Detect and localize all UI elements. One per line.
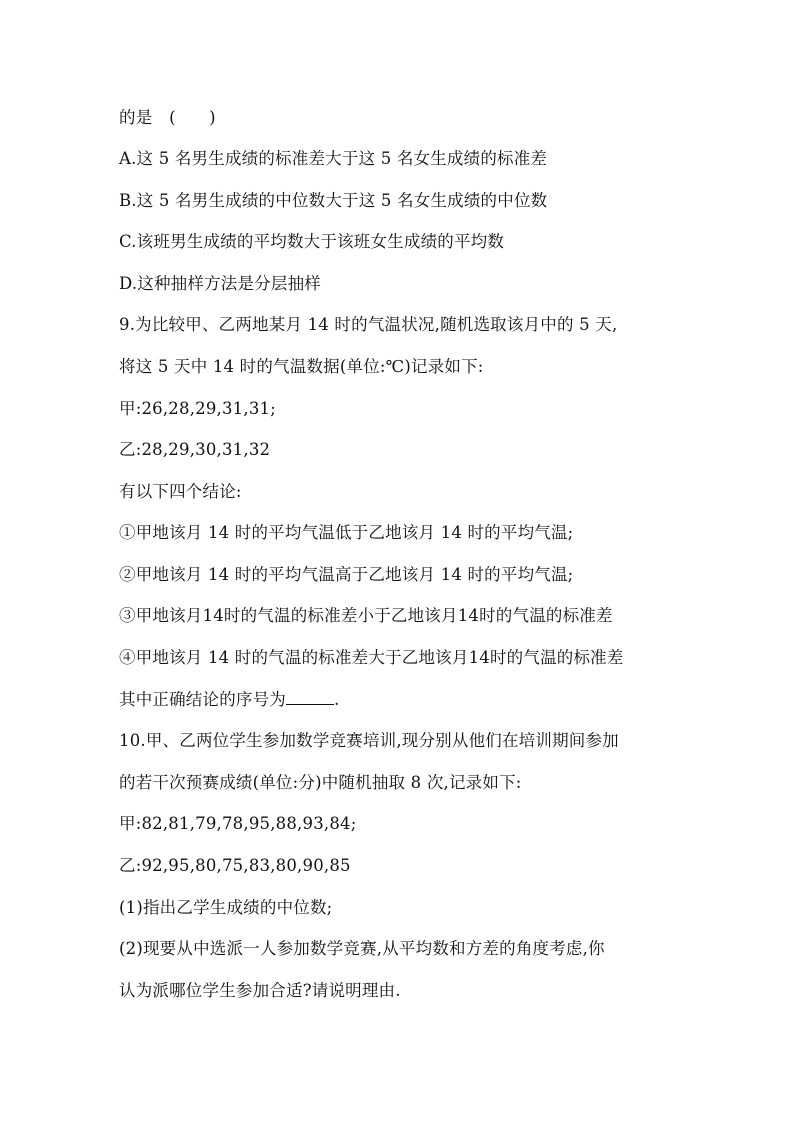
data-jia-temperatures: 甲:26,28,29,31,31; (119, 399, 276, 418)
answer-blank[interactable] (286, 688, 334, 705)
option-a: A.这 5 名男生成绩的标准差大于这 5 名女生成绩的标准差 (119, 149, 548, 168)
question-10-line-1: 10.甲、乙两位学生参加数学竞赛培训,现分别从他们在培训期间参加 (119, 731, 619, 750)
question-10-part-1: (1)指出乙学生成绩的中位数; (119, 898, 333, 917)
data-yi-temperatures: 乙:28,29,30,31,32 (119, 440, 271, 459)
conclusion-4: ④甲地该月 14 时的气温的标准差大于乙地该月14时的气温的标准差 (119, 648, 624, 667)
option-b: B.这 5 名男生成绩的中位数大于这 5 名女生成绩的中位数 (119, 191, 548, 210)
conclusion-2: ②甲地该月 14 时的平均气温高于乙地该月 14 时的平均气温; (119, 565, 574, 584)
answer-prompt: 其中正确结论的序号为 (119, 690, 286, 709)
conclusion-1: ①甲地该月 14 时的平均气温低于乙地该月 14 时的平均气温; (119, 523, 574, 542)
data-yi-scores: 乙:92,95,80,75,83,80,90,85 (119, 856, 351, 875)
question-10-part-2-line-1: (2)现要从中选派一人参加数学竞赛,从平均数和方差的角度考虑,你 (119, 939, 605, 958)
answer-period: . (334, 690, 340, 709)
question-9-line-2: 将这 5 天中 14 时的气温数据(单位:℃)记录如下: (119, 357, 484, 376)
question-8-stem-end: 的是 ( ) (119, 108, 216, 127)
answer-line (119, 688, 699, 712)
question-10-part-2-line-2: 认为派哪位学生参加合适?请说明理由. (119, 981, 401, 1000)
option-c: C.该班男生成绩的平均数大于该班女生成绩的平均数 (119, 232, 505, 251)
conclusion-3: ③甲地该月14时的气温的标准差小于乙地该月14时的气温的标准差 (119, 606, 613, 625)
conclusions-intro: 有以下四个结论: (119, 482, 242, 501)
question-10-line-2: 的若干次预赛成绩(单位:分)中随机抽取 8 次,记录如下: (119, 773, 522, 792)
option-d: D.这种抽样方法是分层抽样 (119, 274, 321, 293)
question-9-line-1: 9.为比较甲、乙两地某月 14 时的气温状况,随机选取该月中的 5 天, (119, 315, 618, 334)
data-jia-scores: 甲:82,81,79,78,95,88,93,84; (119, 814, 357, 833)
